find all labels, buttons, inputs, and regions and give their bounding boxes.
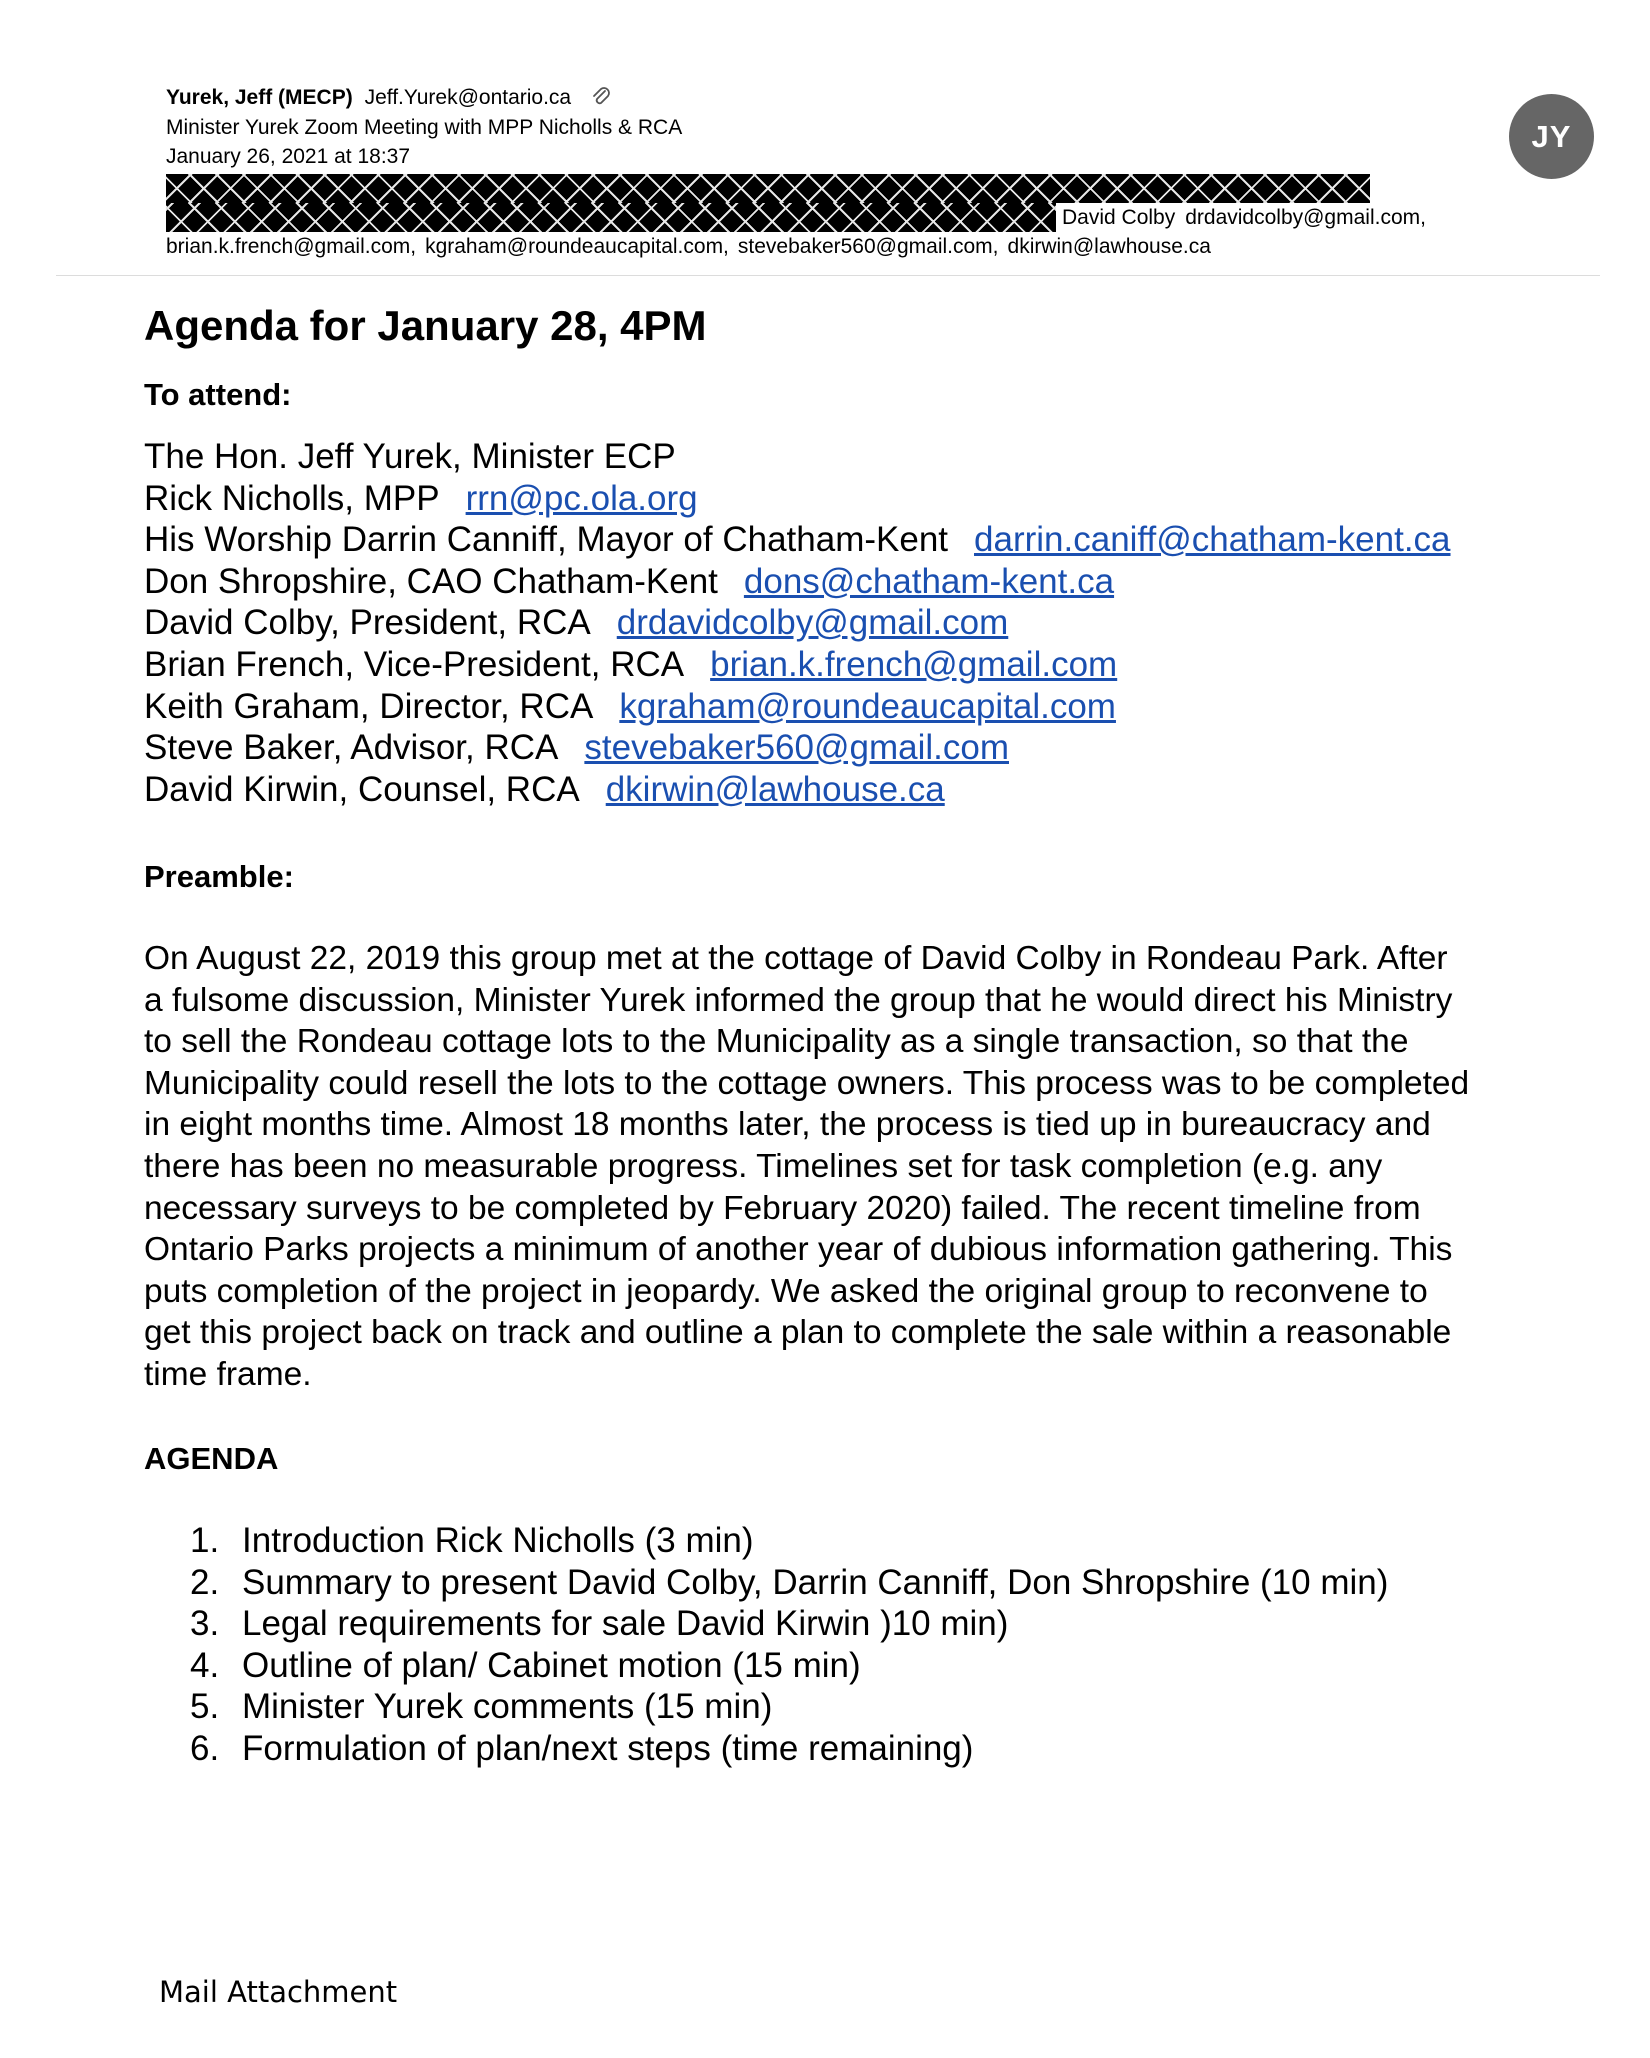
agenda-item: [190, 1603, 1650, 1645]
to-visible-recipient[interactable]: [1062, 203, 1426, 232]
attend-heading: To attend:: [144, 377, 292, 412]
attendee-name: The Hon. Jeff Yurek, Minister ECP: [144, 437, 676, 476]
paperclip-icon[interactable]: [591, 85, 611, 115]
attendee-item: [144, 727, 1604, 769]
attendee-email-link[interactable]: stevebaker560@gmail.com: [584, 728, 1009, 768]
attendee-name: Brian French, Vice-President, RCA: [144, 644, 685, 684]
agenda-item-number: 6.: [190, 1728, 220, 1768]
recipient-email[interactable]: dkirwin@lawhouse.ca: [1007, 235, 1211, 258]
attendee-name: David Colby, President, RCA: [144, 603, 591, 643]
header-divider: [56, 275, 1600, 276]
attendee-name: Keith Graham, Director, RCA: [144, 686, 594, 726]
agenda-item-text: Introduction Rick Nicholls (3 min): [242, 1521, 754, 1560]
attendee-email-link[interactable]: drdavidcolby@gmail.com: [616, 603, 1009, 643]
agenda-item: [190, 1728, 1650, 1770]
attendee-item: [144, 686, 1604, 728]
attendee-item: [144, 769, 1604, 811]
attendee-email-link[interactable]: kgraham@roundeaucapital.com: [619, 686, 1116, 726]
agenda-item-text: Outline of plan/ Cabinet motion (15 min): [242, 1645, 861, 1685]
agenda-item-text: Summary to present David Colby, Darrin Canniff, Don Shropshire (10 min): [242, 1562, 1389, 1602]
preamble-line: Ontario Parks projects a minimum of another year of dubious information gathering. This: [144, 1231, 1453, 1269]
mail-attachment-label: Mail Attachment: [159, 1975, 398, 2009]
agenda-item: [190, 1686, 1650, 1728]
attendee-item: [144, 602, 1604, 644]
agenda-item-number: 2.: [190, 1562, 220, 1602]
preamble-line: a fulsome discussion, Minister Yurek informed the group that he would direct his Ministry: [144, 981, 1453, 1019]
attendee-item: [144, 644, 1604, 686]
from-value: [166, 84, 611, 115]
attendee-email-link[interactable]: darrin.caniff@chatham-kent.ca: [974, 520, 1451, 560]
preamble-line: Municipality could resell the lots to the cottage owners. This process was to be completed: [144, 1064, 1470, 1102]
attendee-name: His Worship Darrin Canniff, Mayor of Chatham-Kent: [144, 520, 949, 560]
preamble-line: in eight months time. Almost 18 months later, the process is tied up in bureaucracy and: [144, 1106, 1431, 1144]
recipient-email[interactable]: brian.k.french@gmail.com,: [166, 235, 417, 258]
redacted-recipients-block: [166, 174, 1370, 203]
preamble-line: puts completion of the project in jeopardy. We asked the original group to reconvene to: [144, 1272, 1428, 1310]
agenda-item-number: 1.: [190, 1521, 220, 1560]
agenda-item: [190, 1645, 1650, 1687]
agenda-list: [190, 1520, 1650, 1770]
preamble-line: time frame.: [144, 1355, 312, 1393]
attendee-email-link[interactable]: brian.k.french@gmail.com: [710, 644, 1118, 684]
agenda-item-number: 3.: [190, 1604, 220, 1644]
attendee-item: [144, 436, 1604, 478]
preamble-heading: Preamble:: [144, 859, 294, 894]
attendee-item: [144, 561, 1604, 603]
recipient-name: David Colby: [1062, 206, 1176, 229]
agenda-item-number: 5.: [190, 1687, 220, 1727]
attendee-name: Rick Nicholls, MPP: [144, 478, 440, 518]
attendee-name: David Kirwin, Counsel, RCA: [144, 769, 580, 809]
preamble-line: there has been no measurable progress. Timelines set for task completion (e.g. any: [144, 1147, 1383, 1185]
agenda-heading: AGENDA: [144, 1441, 279, 1476]
preamble-line: On August 22, 2019 this group met at the cottage of David Colby in Rondeau Park. After: [144, 940, 1448, 977]
agenda-item-text: Minister Yurek comments (15 min): [242, 1687, 773, 1727]
to-recipients-line: [166, 232, 1220, 261]
attendee-email-link[interactable]: dons@chatham-kent.ca: [743, 561, 1115, 601]
sender-avatar[interactable]: JY: [1509, 94, 1594, 179]
recipient-email: drdavidcolby@gmail.com,: [1185, 206, 1426, 229]
attendee-name: Steve Baker, Advisor, RCA: [144, 728, 559, 768]
attendee-item: [144, 519, 1604, 561]
attendee-email-link[interactable]: rrn@pc.ola.org: [465, 478, 698, 518]
redacted-recipients-block: [166, 203, 1056, 232]
date-value: January 26, 2021 at 18:37: [166, 145, 411, 168]
agenda-item: [190, 1562, 1650, 1604]
sender-name[interactable]: Yurek, Jeff (MECP): [166, 86, 353, 109]
agenda-item-text: Formulation of plan/next steps (time remaining): [242, 1728, 974, 1768]
sender-email[interactable]: Jeff.Yurek@ontario.ca: [364, 86, 572, 109]
attendee-email-link[interactable]: dkirwin@lawhouse.ca: [605, 769, 945, 809]
preamble-line: to sell the Rondeau cottage lots to the Municipality as a single transaction, so that the: [144, 1023, 1409, 1061]
agenda-item-text: Legal requirements for sale David Kirwin )10 min): [242, 1604, 1009, 1644]
subject-value: Minister Yurek Zoom Meeting with MPP Nicholls & RCA: [166, 116, 683, 139]
attendee-item: [144, 478, 1604, 520]
agenda-item-number: 4.: [190, 1645, 220, 1685]
preamble-line: get this project back on track and outline a plan to complete the sale within a reasonable: [144, 1314, 1452, 1352]
recipient-email[interactable]: kgraham@roundeaucapital.com,: [425, 235, 729, 258]
attendee-name: Don Shropshire, CAO Chatham-Kent: [144, 561, 718, 601]
preamble-paragraph: [144, 938, 1606, 1396]
agenda-title: Agenda for January 28, 4PM: [144, 302, 707, 349]
agenda-item: [190, 1520, 1650, 1562]
preamble-line: necessary surveys to be completed by February 2020) failed. The recent timeline from: [144, 1189, 1421, 1227]
recipient-email[interactable]: stevebaker560@gmail.com,: [737, 235, 999, 258]
attendee-list: [144, 436, 1604, 810]
